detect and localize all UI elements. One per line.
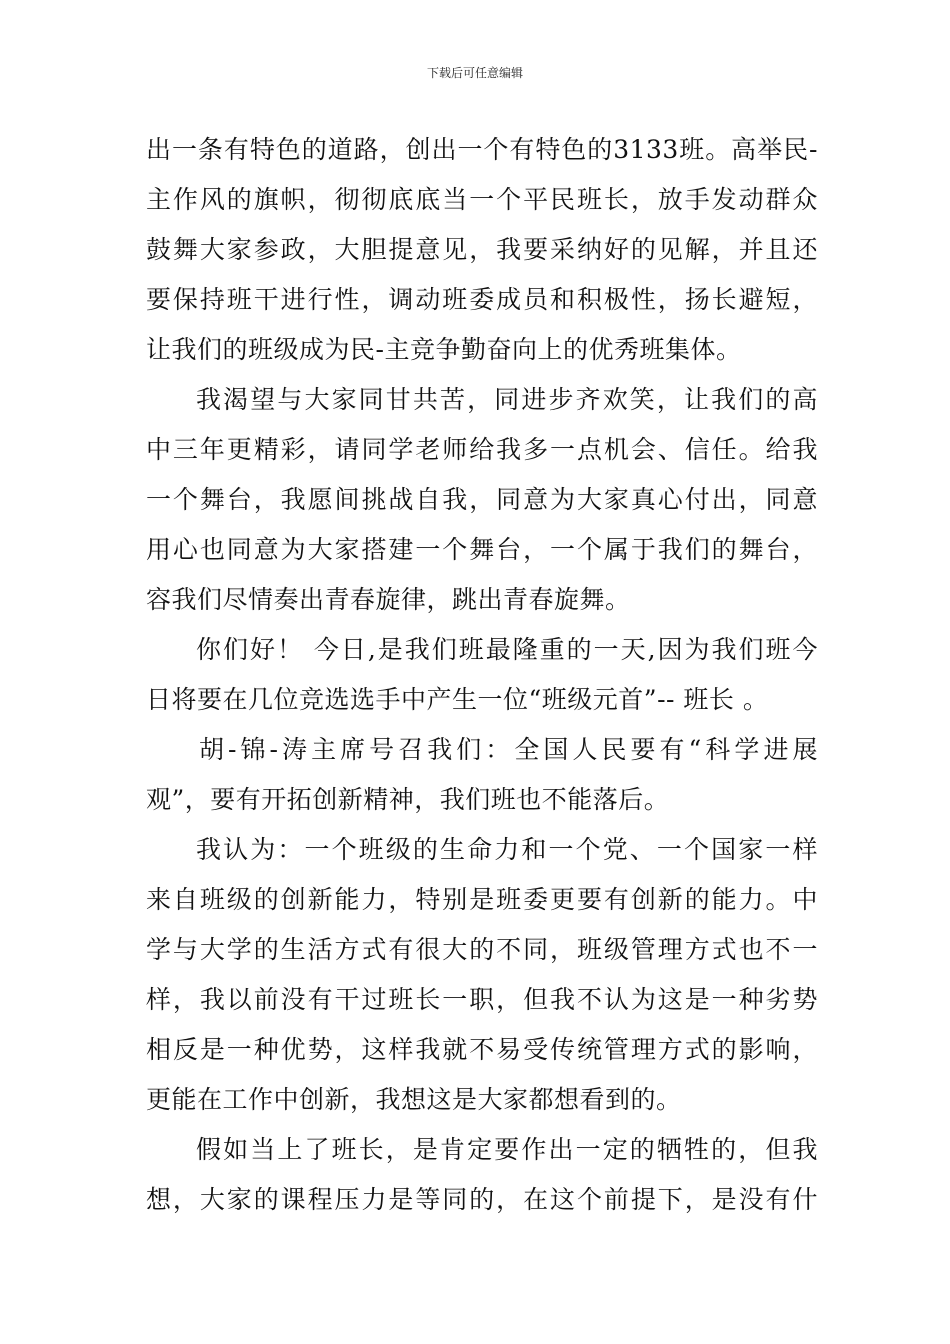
text-line: 出一条有特色的道路，创出一个有特色的3133班。高举民- <box>146 135 818 164</box>
page-header: 下载后可任意编辑 <box>426 66 523 80</box>
text-line: 用心也同意为大家搭建一个舞台，一个属于我们的舞台， <box>146 535 818 564</box>
paragraph-first-line: 我渴望与大家同甘共苦，同进步齐欢笑，让我们的高 <box>196 385 818 414</box>
text-line: 想，大家的课程压力是等同的，在这个前提下，是没有什 <box>146 1185 818 1214</box>
text-line: 学与大学的生活方式有很大的不同，班级管理方式也不一 <box>146 935 818 964</box>
text-line: 来自班级的创新能力，特别是班委更要有创新的能力。中 <box>146 885 818 914</box>
paragraph-first-line: 我认为：一个班级的生命力和一个党、一个国家一样 <box>196 835 818 864</box>
text-line: 相反是一种优势，这样我就不易受传统管理方式的影响， <box>146 1035 818 1064</box>
paragraph-first-line: 假如当上了班长，是肯定要作出一定的牺牲的，但我 <box>196 1135 818 1164</box>
text-line: 日将要在几位竞选选手中产生一位“班级元首”-- 班长 。 <box>146 685 769 714</box>
text-line: 主作风的旗帜，彻彻底底当一个平民班长，放手发动群众 <box>146 185 818 214</box>
text-line: 一个舞台，我愿间挑战自我，同意为大家真心付出，同意 <box>146 485 818 514</box>
text-line: 样，我以前没有干过班长一职，但我不认为这是一种劣势 <box>146 985 818 1014</box>
text-line: 中三年更精彩，请同学老师给我多一点机会、信任。给我 <box>146 435 818 464</box>
text-line: 要保持班干进行性，调动班委成员和积极性，扬长避短， <box>146 285 818 314</box>
text-line: 容我们尽情奏出青春旋律，跳出青春旋舞。 <box>146 585 631 614</box>
text-line: 让我们的班级成为民-主竞争勤奋向上的优秀班集体。 <box>146 335 742 364</box>
body-text <box>146 125 818 1225</box>
paragraph-first-line: 胡-锦-涛主席号召我们：全国人民要有“科学进展 <box>199 735 818 764</box>
text-line: 更能在工作中创新，我想这是大家都想看到的。 <box>146 1085 682 1114</box>
text-line: 鼓舞大家参政，大胆提意见，我要采纳好的见解，并且还 <box>146 235 818 264</box>
paragraph-first-line: 你们好！ 今日,是我们班最隆重的一天,因为我们班今 <box>196 635 818 664</box>
text-line: 观”，要有开拓创新精神，我们班也不能落后。 <box>146 785 670 814</box>
